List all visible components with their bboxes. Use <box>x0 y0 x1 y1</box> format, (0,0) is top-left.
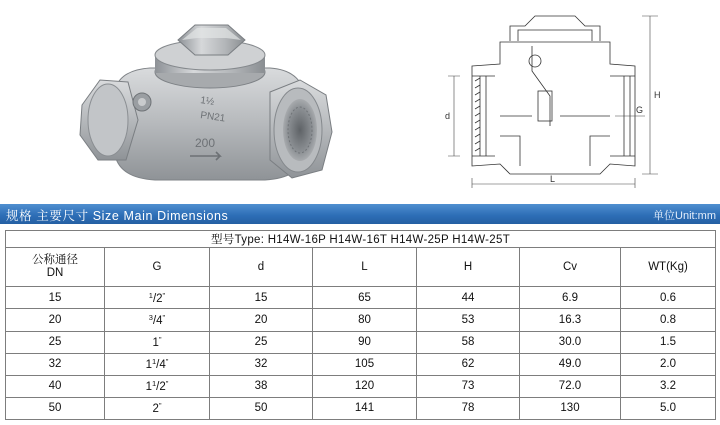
cell-h: 73 <box>417 375 520 397</box>
table-row <box>6 397 716 419</box>
cell-dn: 15 <box>6 287 105 309</box>
table-row <box>6 309 716 331</box>
cell-wt: 3.2 <box>621 375 716 397</box>
casting-mark-size: 1½ <box>199 95 215 108</box>
g-numerator: 1 <box>151 379 157 389</box>
cell-d: 38 <box>210 375 313 397</box>
cell-g <box>105 331 210 353</box>
cell-cv: 30.0 <box>520 331 621 353</box>
table-row <box>6 287 716 309</box>
g-numerator: 1 <box>148 290 153 300</box>
cell-wt: 0.6 <box>621 287 716 309</box>
cell-d: 25 <box>210 331 313 353</box>
inch-mark: " <box>158 401 162 411</box>
header-dn-en: DN <box>46 267 64 280</box>
header-d: d <box>210 248 313 287</box>
cell-cv: 16.3 <box>520 309 621 331</box>
g-fraction-slash: / <box>156 381 160 394</box>
g-denominator: 4 <box>159 359 166 372</box>
cell-g <box>105 309 210 331</box>
header-wt: WT(Kg) <box>621 248 716 287</box>
cell-l: 105 <box>313 353 417 375</box>
cell-g <box>105 397 210 419</box>
g-whole: 1 <box>152 337 159 350</box>
type-row <box>6 231 716 248</box>
unit-label: 单位Unit:mm <box>653 210 716 222</box>
inch-mark: " <box>162 290 166 300</box>
cell-l: 80 <box>313 309 417 331</box>
header-row <box>6 248 716 287</box>
cell-wt: 1.5 <box>621 331 716 353</box>
dimension-label-d: d <box>445 111 451 121</box>
g-denominator: 4 <box>156 314 163 327</box>
cell-cv: 6.9 <box>520 287 621 309</box>
table-row <box>6 375 716 397</box>
g-numerator: 1 <box>151 357 157 367</box>
dimension-label-l: L <box>550 174 556 184</box>
cell-wt: 0.8 <box>621 309 716 331</box>
cell-l: 141 <box>313 397 417 419</box>
g-whole: 1 <box>145 359 152 372</box>
cell-dn: 25 <box>6 331 105 353</box>
cell-cv: 49.0 <box>520 353 621 375</box>
cell-l: 90 <box>313 331 417 353</box>
cell-dn: 32 <box>6 353 105 375</box>
cell-h: 58 <box>417 331 520 353</box>
cell-cv: 72.0 <box>520 375 621 397</box>
cell-wt: 5.0 <box>621 397 716 419</box>
g-fraction-slash: / <box>156 359 160 372</box>
cell-cv: 130 <box>520 397 621 419</box>
header-g: G <box>105 248 210 287</box>
cell-d: 15 <box>210 287 313 309</box>
g-fraction-slash: / <box>152 314 157 327</box>
header-dn <box>6 248 105 287</box>
dimension-label-g: G <box>636 105 644 115</box>
cell-g <box>105 287 210 309</box>
header-h: H <box>417 248 520 287</box>
cell-g <box>105 375 210 397</box>
cell-dn: 50 <box>6 397 105 419</box>
cell-h: 44 <box>417 287 520 309</box>
cell-h: 78 <box>417 397 520 419</box>
cell-g <box>105 353 210 375</box>
inch-mark: " <box>158 335 162 345</box>
dimensions-table <box>5 230 716 420</box>
cell-h: 62 <box>417 353 520 375</box>
inch-mark: " <box>165 357 169 367</box>
table-row <box>6 331 716 353</box>
cell-dn: 40 <box>6 375 105 397</box>
cell-wt: 2.0 <box>621 353 716 375</box>
dimension-label-h: H <box>654 90 661 100</box>
casting-mark-pressure: PN21 <box>199 110 226 125</box>
table-row <box>6 353 716 375</box>
cell-l: 120 <box>313 375 417 397</box>
header-dn-cn: 公称通径 <box>32 254 78 267</box>
inch-mark: " <box>165 379 169 389</box>
valve-photo <box>60 10 380 195</box>
g-denominator: 2 <box>156 292 163 305</box>
g-denominator: 2 <box>159 381 166 394</box>
cell-dn: 20 <box>6 309 105 331</box>
valve-technical-drawing <box>440 6 690 191</box>
cell-l: 65 <box>313 287 417 309</box>
casting-mark-number: 200 <box>195 136 216 150</box>
g-whole: 2 <box>152 403 159 416</box>
section-header-bar <box>0 204 720 224</box>
section-title: 规格 主要尺寸 Size Main Dimensions <box>6 209 229 223</box>
type-line: 型号Type: H14W-16P H14W-16T H14W-25P H14W-25T <box>6 231 716 248</box>
inch-mark: " <box>162 312 166 322</box>
g-fraction-slash: / <box>152 292 157 305</box>
cell-d: 32 <box>210 353 313 375</box>
header-l: L <box>313 248 417 287</box>
g-whole: 1 <box>145 381 152 394</box>
cell-d: 20 <box>210 309 313 331</box>
g-numerator: 3 <box>148 312 153 322</box>
cell-d: 50 <box>210 397 313 419</box>
cell-h: 53 <box>417 309 520 331</box>
header-cv: Cv <box>520 248 621 287</box>
